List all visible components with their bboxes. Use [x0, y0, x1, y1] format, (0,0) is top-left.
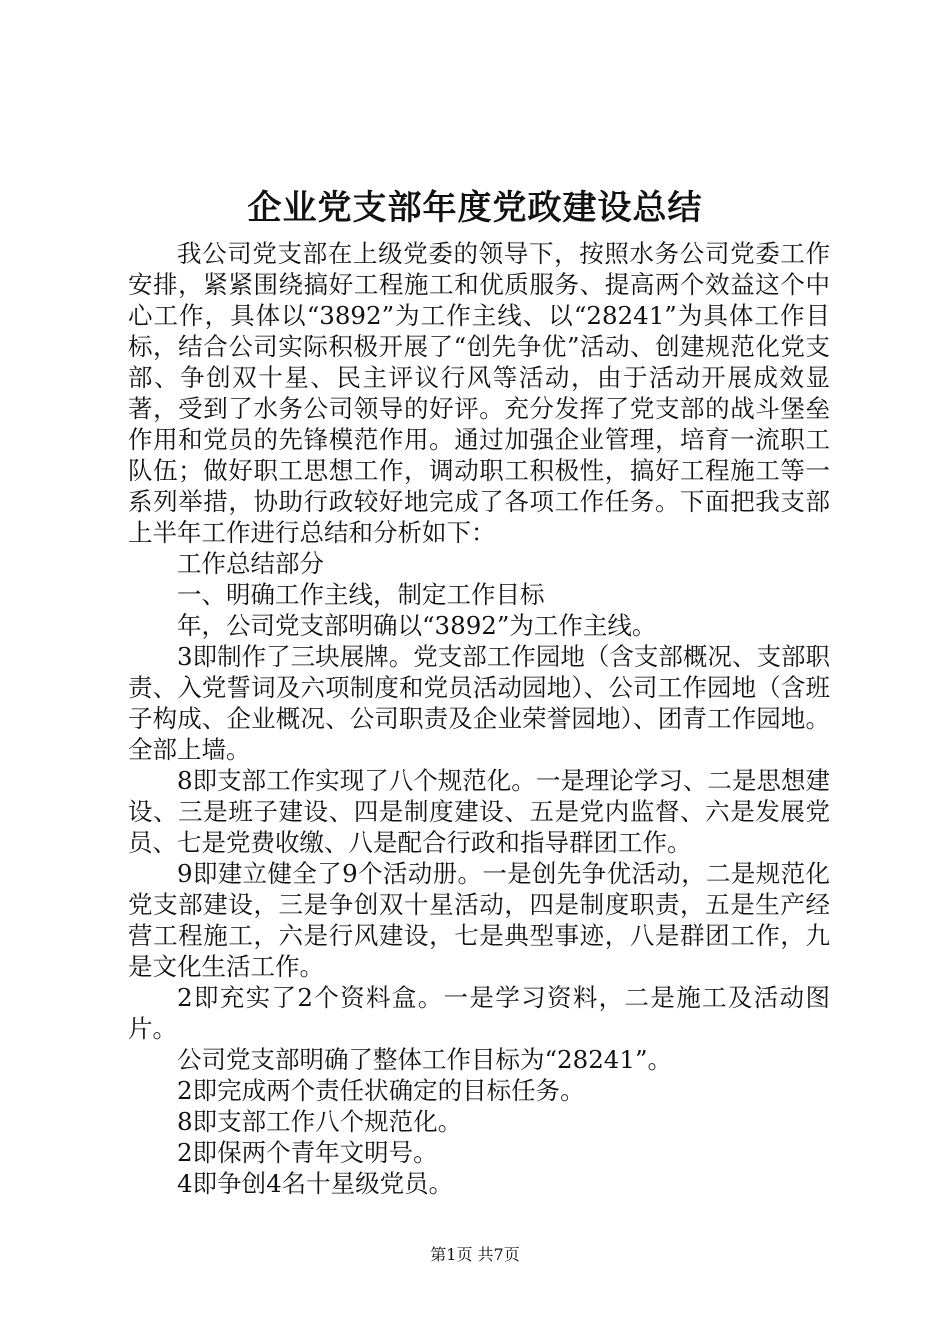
paragraph-item-9: 9即建立健全了9个活动册。一是创先争优活动，二是规范化党支部建设，三是争创双十星活动，四是制度职责，五是生产经营工程施工，六是行风建设，七是典型事迹，八是群团工作，九是文化生活工作。: [128, 859, 830, 981]
document-title: 企业党支部年度党政建设总结: [247, 188, 703, 228]
paragraph-goal-4: 4即争创4名十星级党员。: [177, 1169, 454, 1198]
paragraph-section-heading: 工作总结部分: [177, 549, 324, 578]
paragraph-goal-8: 8即支部工作八个规范化。: [177, 1107, 463, 1136]
paragraph-goal-2b: 2即保两个青年文明号。: [177, 1138, 438, 1167]
paragraph-main-line: 年，公司党支部明确以“3892”为工作主线。: [177, 611, 657, 640]
page-footer: 第1页 共7页: [430, 1245, 520, 1264]
paragraph-subheading: 一、明确工作主线，制定工作目标: [177, 580, 545, 609]
document-body: [128, 238, 830, 1199]
paragraph-goal-2: 2即完成两个责任状确定的目标任务。: [177, 1076, 585, 1105]
paragraph-item-8: 8即支部工作实现了八个规范化。一是理论学习、二是思想建设、三是班子建设、四是制度建设、五是党内监督、六是发展党员、七是党费收缴、八是配合行政和指导群团工作。: [128, 766, 830, 857]
paragraph-item-2: 2即充实了2个资料盒。一是学习资料，二是施工及活动图片。: [128, 983, 830, 1043]
paragraph-intro: 我公司党支部在上级党委的领导下，按照水务公司党委工作安排，紧紧围绕搞好工程施工和优质服务、提高两个效益这个中心工作，具体以“3892”为工作主线、以“28241”为具体工作目标，结合公司实际积极开展了“创先争优”活动、创建规范化党支部、争创双十星、民主评议行风等活动，由于活动开展成效显著，受到了水务公司领导的好评。充分发挥了党支部的战斗堡垒作用和党员的先锋模范作用。通过加强企业管理，培育一流职工队伍；做好职工思想工作，调动职工积极性，搞好工程施工等一系列举措，协助行政较好地完成了各项工作任务。下面把我支部上半年工作进行总结和分析如下：: [128, 239, 830, 547]
paragraph-item-3: 3即制作了三块展牌。党支部工作园地（含支部概况、支部职责、入党誓词及六项制度和党员活动园地）、公司工作园地（含班子构成、企业概况、公司职责及企业荣誉园地）、团青工作园地。全部上墙。: [128, 642, 830, 764]
paragraph-goal: 公司党支部明确了整体工作目标为“28241”。: [177, 1045, 672, 1074]
